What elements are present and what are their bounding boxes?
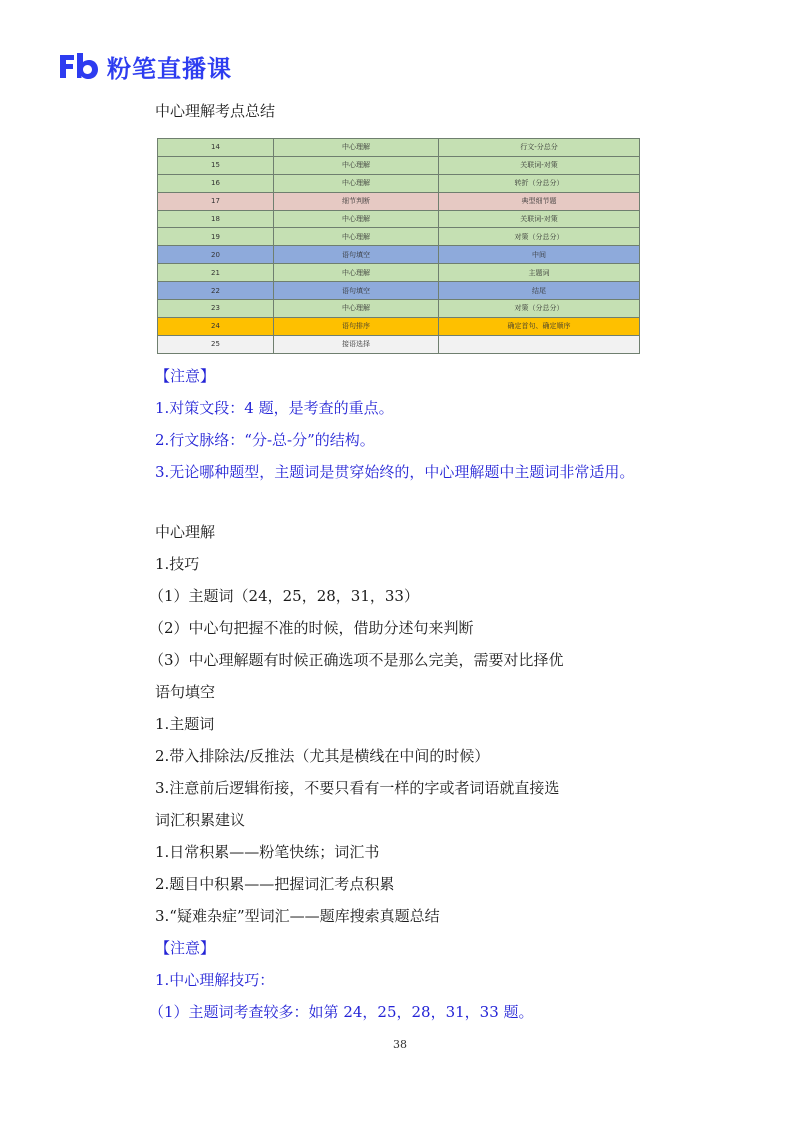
- key-point-cell: 确定首句、确定顺序: [439, 317, 640, 335]
- question-number-cell: 22: [158, 282, 274, 300]
- list-item: （2）中心句把握不准的时候，借助分述句来判断: [149, 619, 474, 637]
- table-row: [158, 210, 640, 228]
- list-item: 3.注意前后逻辑衔接，不要只看有一样的字或者词语就直接选: [155, 779, 560, 797]
- question-number-cell: 17: [158, 192, 274, 210]
- question-number-cell: 18: [158, 210, 274, 228]
- brand-logo: [57, 50, 232, 82]
- list-item: （3）中心理解题有时候正确选项不是那么完美，需要对比择优: [149, 651, 564, 669]
- table-row: [158, 139, 640, 157]
- key-point-cell: 关联词-对策: [439, 156, 640, 174]
- page-number: 38: [393, 1038, 407, 1051]
- table-row: [158, 335, 640, 353]
- table-row: [158, 174, 640, 192]
- table-row: [158, 156, 640, 174]
- key-point-cell: 行文-分总分: [439, 139, 640, 157]
- heading-zhongxin: 中心理解: [155, 523, 216, 541]
- question-number-cell: 20: [158, 246, 274, 264]
- table-row: [158, 300, 640, 318]
- table-row: [158, 264, 640, 282]
- question-type-cell: 中心理解: [274, 139, 439, 157]
- question-type-cell: 语句排序: [274, 317, 439, 335]
- question-number-cell: 25: [158, 335, 274, 353]
- question-type-cell: 中心理解: [274, 156, 439, 174]
- question-number-cell: 16: [158, 174, 274, 192]
- key-point-cell: 对策（分总分）: [439, 300, 640, 318]
- question-type-cell: 中心理解: [274, 210, 439, 228]
- logo-text: 粉笔直播课: [107, 54, 232, 83]
- note-item: 3.无论哪种题型，主题词是贯穿始终的，中心理解题中主题词非常适用。: [155, 463, 635, 481]
- table-row: [158, 317, 640, 335]
- table-row: [158, 282, 640, 300]
- question-type-cell: 中心理解: [274, 228, 439, 246]
- fb-logo-icon: [57, 51, 101, 81]
- key-point-cell: 主题词: [439, 264, 640, 282]
- table-row: [158, 192, 640, 210]
- list-item: 3.“疑难杂症”型词汇——题库搜索真题总结: [155, 907, 440, 925]
- key-point-cell: 结尾: [439, 282, 640, 300]
- table-row: [158, 246, 640, 264]
- question-type-cell: 中心理解: [274, 174, 439, 192]
- question-type-cell: 语句填空: [274, 246, 439, 264]
- question-number-cell: 14: [158, 139, 274, 157]
- note-item: 2.行文脉络：“分-总-分”的结构。: [155, 431, 375, 449]
- heading-cihui: 词汇积累建议: [155, 811, 246, 829]
- note-item: 1.对策文段：4 题，是考查的重点。: [155, 399, 394, 417]
- list-item: 1.日常积累——粉笔快练；词汇书: [155, 843, 380, 861]
- note-item: 1.中心理解技巧：: [155, 971, 275, 989]
- question-number-cell: 24: [158, 317, 274, 335]
- question-number-cell: 21: [158, 264, 274, 282]
- key-point-cell: 对策（分总分）: [439, 228, 640, 246]
- note-item: （1）主题词考查较多：如第 24，25，28，31，33 题。: [149, 1003, 534, 1021]
- table-row: [158, 228, 640, 246]
- question-type-cell: 细节判断: [274, 192, 439, 210]
- key-point-cell: 关联词-对策: [439, 210, 640, 228]
- section-title: 中心理解考点总结: [155, 102, 276, 120]
- note-heading: 【注意】: [155, 939, 216, 957]
- key-point-cell: 典型细节题: [439, 192, 640, 210]
- key-point-cell: [439, 335, 640, 353]
- question-type-cell: 中心理解: [274, 264, 439, 282]
- question-type-cell: 接语选择: [274, 335, 439, 353]
- question-type-cell: 语句填空: [274, 282, 439, 300]
- list-item: 2.题目中积累——把握词汇考点积累: [155, 875, 395, 893]
- list-item: （1）主题词（24，25，28，31，33）: [149, 587, 419, 605]
- question-type-cell: 中心理解: [274, 300, 439, 318]
- list-item: 2.带入排除法/反推法（尤其是横线在中间的时候）: [155, 747, 490, 765]
- question-number-cell: 15: [158, 156, 274, 174]
- question-number-cell: 23: [158, 300, 274, 318]
- key-point-cell: 转折（分总分）: [439, 174, 640, 192]
- question-summary-table: [157, 138, 640, 354]
- key-point-cell: 中间: [439, 246, 640, 264]
- heading-yuju: 语句填空: [155, 683, 216, 701]
- list-item: 1.技巧: [155, 555, 200, 573]
- question-number-cell: 19: [158, 228, 274, 246]
- list-item: 1.主题词: [155, 715, 215, 733]
- note-heading: 【注意】: [155, 367, 216, 385]
